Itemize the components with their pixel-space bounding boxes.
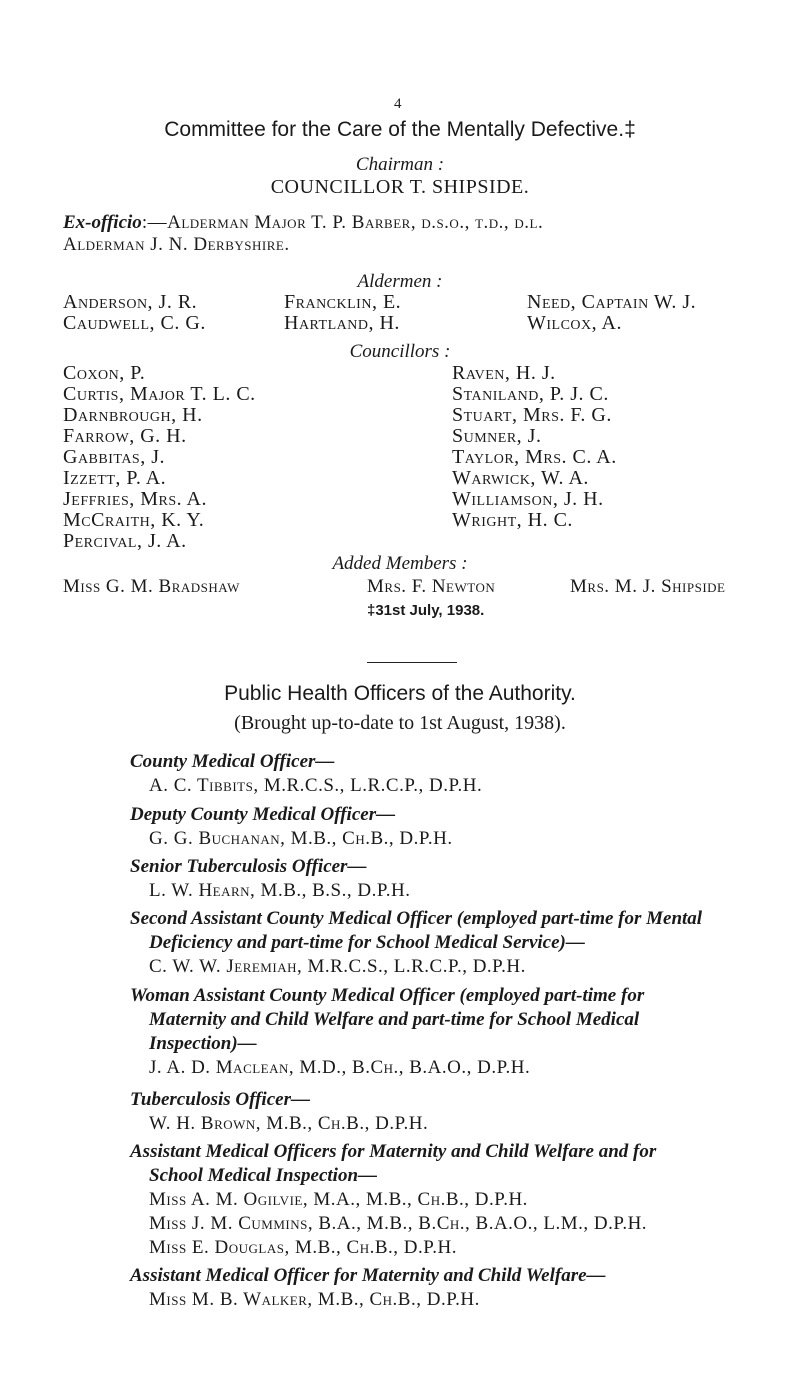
added-member-2: Mrs. F. Newton xyxy=(367,576,496,597)
entry-name: C. W. W. Jeremiah, M.R.C.S., L.R.C.P., D.P.H. xyxy=(149,956,526,977)
entry-name: Miss J. M. Cummins, B.A., M.B., B.Ch., B.A.O., L.M., D.P.H. xyxy=(149,1213,648,1234)
entry-county-medical-officer xyxy=(130,750,770,798)
councillor-name: Jeffries, Mrs. A. xyxy=(63,488,207,510)
alderman-name: Need, Captain W. J. xyxy=(527,291,697,313)
alderman-name: Hartland, H. xyxy=(284,312,400,334)
alderman-name: Wilcox, A. xyxy=(527,312,622,334)
councillor-name: Farrow, G. H. xyxy=(63,425,187,447)
added-member-3: Mrs. M. J. Shipside xyxy=(570,576,726,597)
added-members-label: Added Members : xyxy=(332,553,468,574)
ex-officio-line-1 xyxy=(63,212,543,234)
councillor-name: Warwick, W. A. xyxy=(452,467,589,489)
officers-title: Public Health Officers of the Authority. xyxy=(224,682,576,705)
aldermen-column-3 xyxy=(527,292,696,334)
entry-role: Tuberculosis Officer— xyxy=(130,1089,310,1110)
entry-second-assistant-cmo xyxy=(130,907,770,979)
entry-woman-assistant-cmo xyxy=(130,984,770,1080)
chairman-label: Chairman : xyxy=(355,154,445,175)
entry-name: Miss A. M. Ogilvie, M.A., M.B., Ch.B., D.P.H. xyxy=(149,1189,528,1210)
entry-tuberculosis-officer xyxy=(130,1088,770,1136)
councillor-name: Curtis, Major T. L. C. xyxy=(63,383,256,405)
councillor-name: Taylor, Mrs. C. A. xyxy=(452,446,617,468)
entry-role: Deputy County Medical Officer— xyxy=(130,804,396,825)
ex-officio-text-2: Alderman J. N. Derbyshire. xyxy=(63,234,290,255)
officers-subtitle: (Brought up-to-date to 1st August, 1938). xyxy=(234,712,566,734)
entry-name: L. W. Hearn, M.B., B.S., D.P.H. xyxy=(149,880,411,901)
councillors-column-2 xyxy=(452,363,617,531)
alderman-name: Anderson, J. R. xyxy=(63,291,198,313)
section-divider xyxy=(367,662,457,663)
alderman-name: Caudwell, C. G. xyxy=(63,312,206,334)
councillors-column-1 xyxy=(63,363,256,552)
ex-officio-label: Ex-officio xyxy=(63,212,142,233)
councillor-name: Raven, H. J. xyxy=(452,362,556,384)
entry-role: Senior Tuberculosis Officer— xyxy=(130,856,367,877)
entry-role: Assistant Medical Officer for Maternity and Child Welfare— xyxy=(130,1265,606,1286)
aldermen-column-1 xyxy=(63,292,206,334)
councillors-label: Councillors : xyxy=(349,341,451,362)
entry-name: W. H. Brown, M.B., Ch.B., D.P.H. xyxy=(149,1113,429,1134)
entry-name: G. G. Buchanan, M.B., Ch.B., D.P.H. xyxy=(149,828,453,849)
councillor-name: Percival, J. A. xyxy=(63,530,187,552)
entry-name: A. C. Tibbits, M.R.C.S., L.R.C.P., D.P.H. xyxy=(149,775,483,796)
aldermen-column-2 xyxy=(284,292,401,334)
councillor-name: Staniland, P. J. C. xyxy=(452,383,609,405)
entry-senior-tuberculosis-officer xyxy=(130,855,770,903)
page-number: 4 xyxy=(394,96,402,112)
entry-name: Miss E. Douglas, M.B., Ch.B., D.P.H. xyxy=(149,1237,457,1258)
alderman-name: Francklin, E. xyxy=(284,291,402,313)
footnote: ‡31st July, 1938. xyxy=(367,602,485,619)
committee-title: Committee for the Care of the Mentally Defective.‡ xyxy=(164,118,636,141)
entry-role-line: Inspection)— xyxy=(149,1033,257,1054)
entry-role-line: School Medical Inspection— xyxy=(149,1165,378,1186)
entry-name: Miss M. B. Walker, M.B., Ch.B., D.P.H. xyxy=(149,1289,480,1310)
councillor-name: Gabbitas, J. xyxy=(63,446,166,468)
chairman-name: COUNCILLOR T. SHIPSIDE. xyxy=(270,176,530,198)
entry-assistant-medical-officers xyxy=(130,1140,770,1260)
councillor-name: Williamson, J. H. xyxy=(452,488,604,510)
entry-name: J. A. D. Maclean, M.D., B.Ch., B.A.O., D.P.H. xyxy=(149,1057,531,1078)
entry-role: County Medical Officer— xyxy=(130,751,335,772)
councillor-name: McCraith, K. Y. xyxy=(63,509,205,531)
entry-assistant-mcw-officer xyxy=(130,1264,770,1312)
entry-role-line: Second Assistant County Medical Officer (employed part-time for Mental xyxy=(130,908,703,929)
entry-role-line: Deficiency and part-time for School Medical Service)— xyxy=(149,932,585,953)
councillor-name: Izzett, P. A. xyxy=(63,467,167,489)
added-member-1: Miss G. M. Bradshaw xyxy=(63,576,240,597)
councillor-name: Wright, H. C. xyxy=(452,509,573,531)
councillor-name: Stuart, Mrs. F. G. xyxy=(452,404,612,426)
entry-role-line: Assistant Medical Officers for Maternity and Child Welfare and for xyxy=(130,1141,657,1162)
councillor-name: Coxon, P. xyxy=(63,362,146,384)
councillor-name: Sumner, J. xyxy=(452,425,542,447)
entry-deputy-county-medical-officer xyxy=(130,803,770,851)
councillor-name: Darnbrough, H. xyxy=(63,404,203,426)
entry-role-line: Woman Assistant County Medical Officer (employed part-time for xyxy=(130,985,645,1006)
aldermen-label: Aldermen : xyxy=(357,271,443,292)
entry-role-line: Maternity and Child Welfare and part-time for School Medical xyxy=(149,1009,640,1030)
ex-officio-text-1: :—Alderman Major T. P. Barber, d.s.o., t.d., d.l. xyxy=(141,212,544,233)
